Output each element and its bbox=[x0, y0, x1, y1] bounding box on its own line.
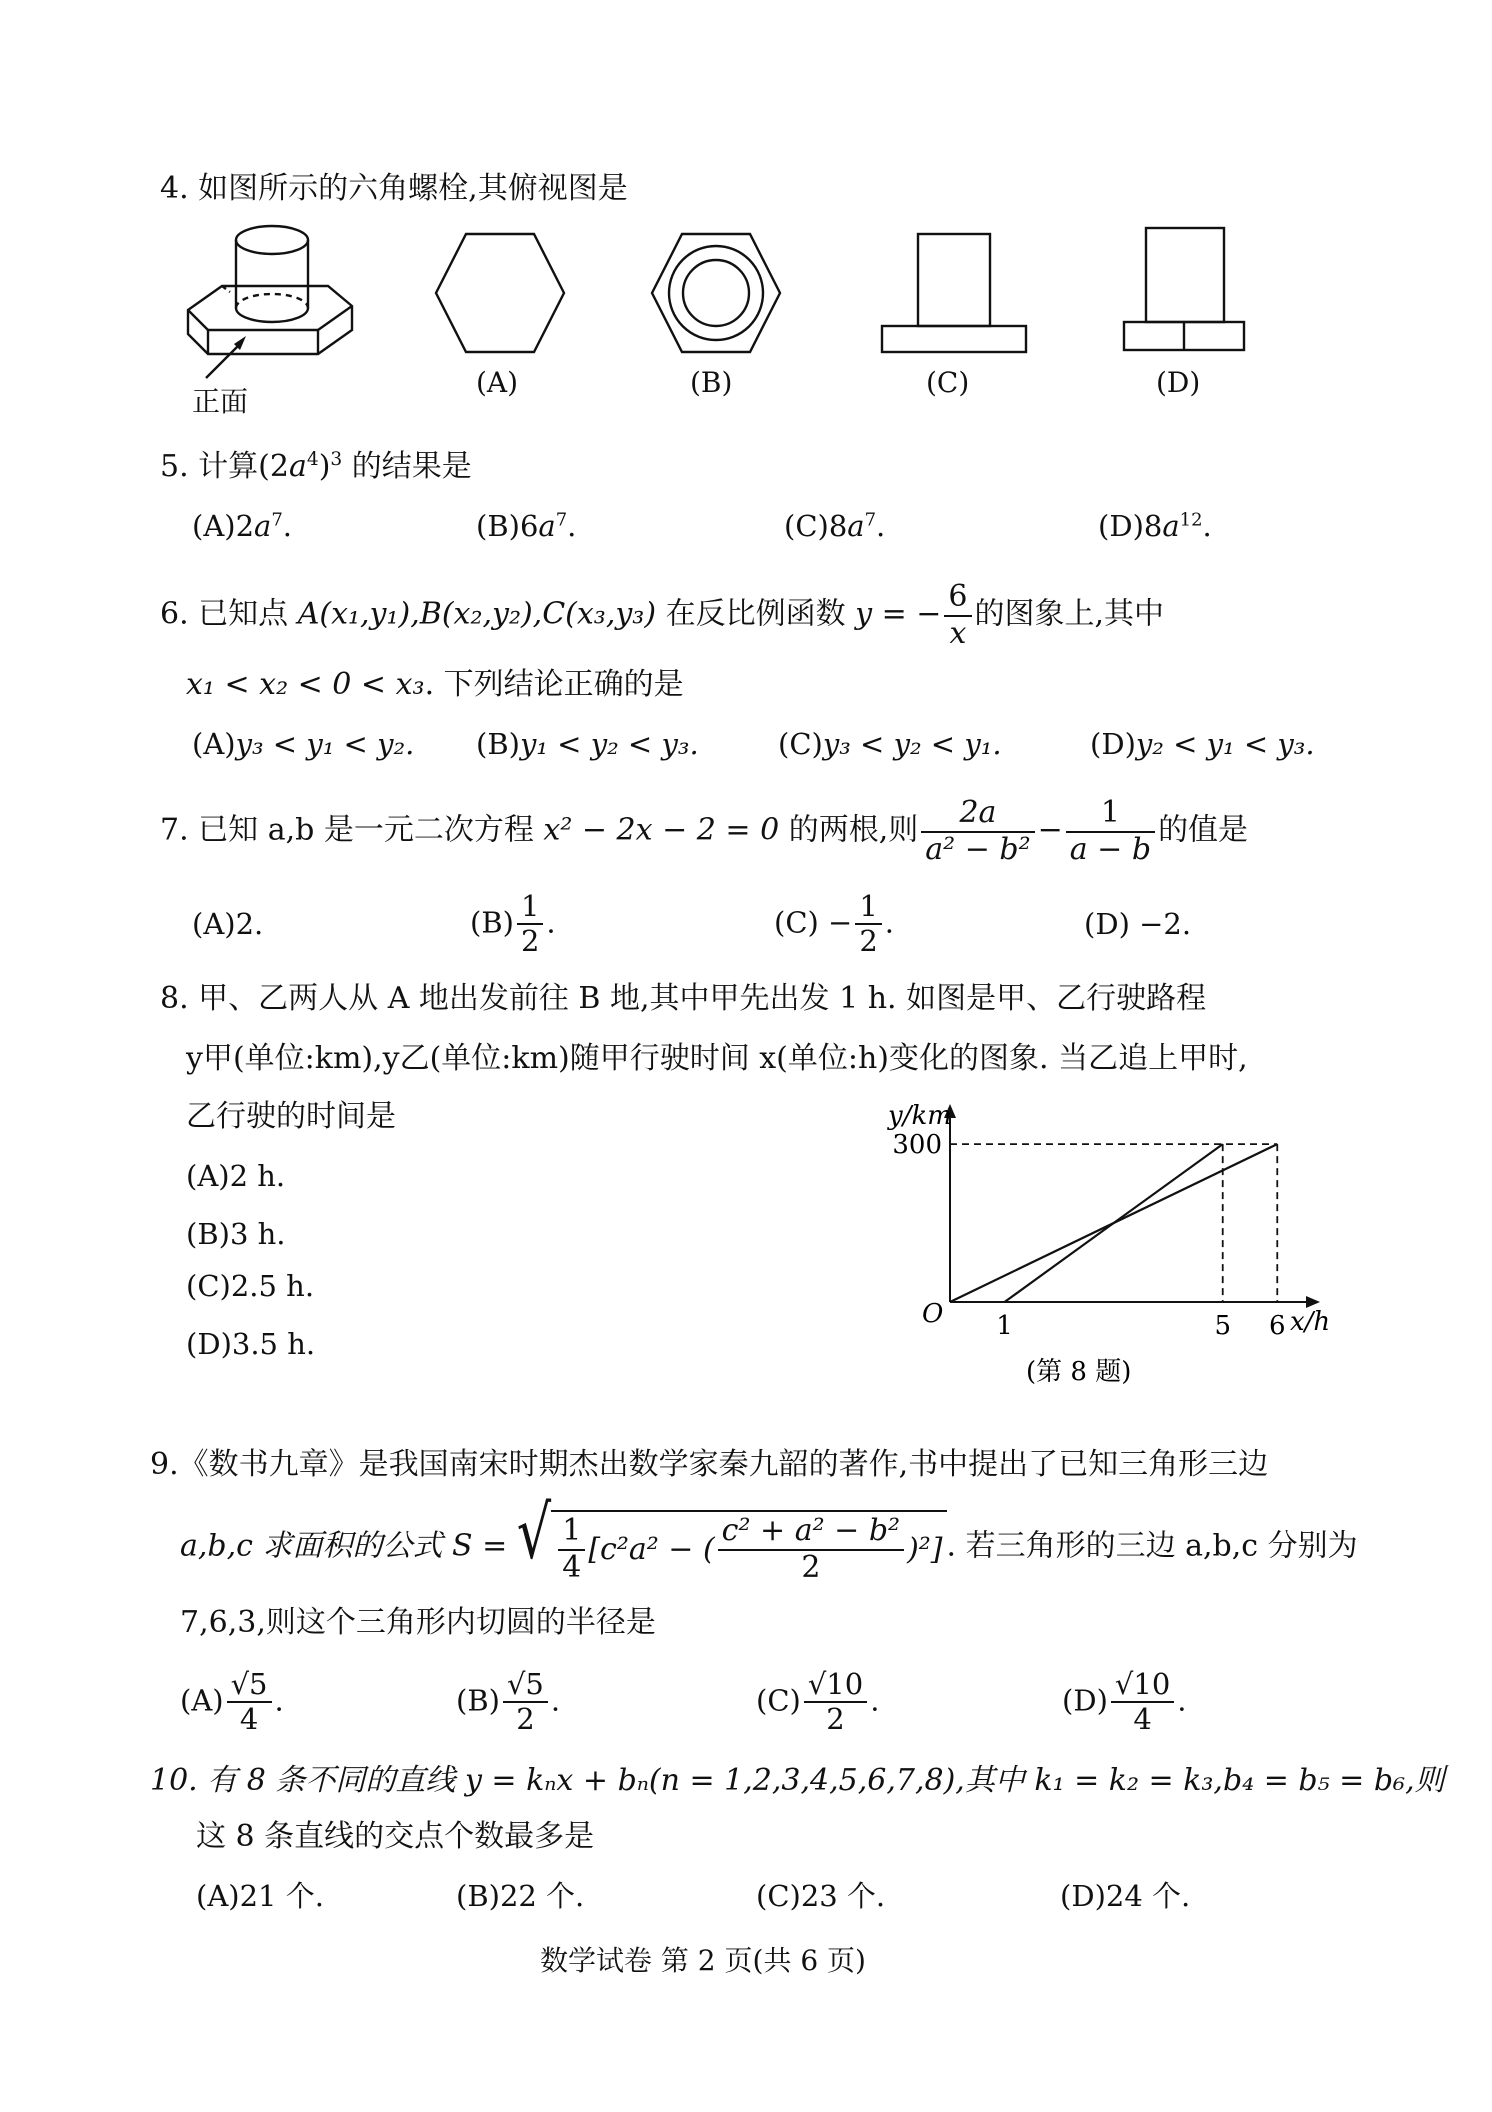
q9-stem-line2: a,b,c 求面积的公式 S = √ $\frac{1}{4}$ [c²a² − ( $\frac{\text{c² + a² − b²}}{2}$ )²] . 若三角形的三边 a,b,c 分别为 bbox=[180, 1490, 1358, 1585]
q8-stem-line1: 8. 甲、乙两人从 A 地出发前往 B 地,其中甲先出发 1 h. 如图是甲、乙行驶路程 bbox=[160, 981, 1207, 1016]
q8-option-a: (A)2 h. bbox=[186, 1159, 286, 1193]
q4-option-c-figure bbox=[878, 230, 1030, 358]
q7-option-b: (B) $\frac{1}{2}$ . bbox=[470, 889, 556, 959]
q10-stem-line2: 这 8 条直线的交点个数最多是 bbox=[196, 1819, 595, 1854]
q4-option-b-figure bbox=[648, 228, 784, 358]
q4-option-d: (D) bbox=[1156, 366, 1201, 399]
q4-front-label: 正面 bbox=[192, 385, 249, 418]
q6-option-a: (A)y₃ < y₁ < y₂. bbox=[192, 727, 415, 761]
q8-x-axis-label: x/h bbox=[1290, 1307, 1331, 1337]
q4-option-c: (C) bbox=[926, 366, 970, 399]
q4-option-b: (B) bbox=[690, 366, 733, 399]
q8-y-tick-label: 300 bbox=[892, 1130, 942, 1161]
q6-option-c: (C)y₃ < y₂ < y₁. bbox=[778, 727, 1002, 761]
q9-option-b: (B) $\frac{√5}{2}$ . bbox=[456, 1667, 561, 1737]
q8-stem-line2: y甲(单位:km),y乙(单位:km)随甲行驶时间 x(单位:h)变化的图象. 当乙追上甲时, bbox=[186, 1041, 1248, 1076]
q8-stem-line3: 乙行驶的时间是 bbox=[186, 1099, 396, 1134]
q8-x-tick-label-6: 6 bbox=[1268, 1311, 1286, 1341]
q9-option-d: (D) $\frac{√10}{4}$ . bbox=[1062, 1667, 1187, 1737]
q10-option-c: (C)23 个. bbox=[756, 1879, 886, 1913]
q6-option-b: (B)y₁ < y₂ < y₃. bbox=[476, 727, 699, 761]
q9-option-c: (C) $\frac{√10}{2}$ . bbox=[756, 1667, 880, 1737]
q6-stem-line2: x₁ < x₂ < 0 < x₃. 下列结论正确的是 bbox=[186, 667, 684, 702]
q8-option-d: (D)3.5 h. bbox=[186, 1327, 316, 1361]
page-footer: 数学试卷 第 2 页(共 6 页) bbox=[540, 1944, 866, 1977]
q4-option-d-figure bbox=[1120, 224, 1248, 358]
q4-bolt-figure bbox=[180, 218, 360, 388]
q8-x-tick-label-5: 5 bbox=[1214, 1311, 1232, 1341]
q8-x-tick-label-1: 1 bbox=[996, 1311, 1013, 1341]
q6-function-fraction: $\frac{6}{x}$ bbox=[944, 580, 971, 651]
q8-distance-time-graph bbox=[870, 1090, 1340, 1390]
q9-option-a: (A) $\frac{√5}{4}$ . bbox=[180, 1667, 284, 1737]
q8-caption: (第 8 题) bbox=[1026, 1357, 1132, 1387]
q4-option-a: (A) bbox=[476, 366, 519, 399]
q6-option-d: (D)y₂ < y₁ < y₃. bbox=[1090, 727, 1315, 761]
q5-option-b: $(B)6a^7$. bbox=[476, 509, 577, 543]
q9-stem-line1: 9.《数书九章》是我国南宋时期杰出数学家秦九韶的著作,书中提出了已知三角形三边 bbox=[150, 1447, 1269, 1482]
q10-stem-line1: 10. 有 8 条不同的直线 y = kₙx + bₙ(n = 1,2,3,4,5,6,7,8),其中 k₁ = k₂ = k₃,b₄ = b₅ = b₆,则 bbox=[150, 1763, 1445, 1798]
q6-stem-line1: 6. 已知点 A(x₁,y₁),B(x₂,y₂),C(x₃,y₃) 在反比例函数 y = − $\frac{6}{x}$ 的图象上,其中 bbox=[160, 579, 1165, 651]
q4-option-a-figure bbox=[432, 228, 568, 358]
q7-option-c: (C) − $\frac{1}{2}$ . bbox=[774, 889, 895, 959]
q4-stem: 4. 如图所示的六角螺栓,其俯视图是 bbox=[160, 171, 628, 206]
q7-fraction-1: $\frac{2a}{\text{a² − b²}}$ bbox=[921, 796, 1034, 867]
q5-stem: 5. 计算$(2a^4)^3$ 的结果是 bbox=[160, 449, 472, 484]
q7-fraction-2: $\frac{1}{a - b}$ bbox=[1066, 796, 1155, 867]
q5-option-a: $(A)2a^7$. bbox=[192, 509, 292, 543]
q8-option-c: (C)2.5 h. bbox=[186, 1269, 315, 1303]
q7-option-d: (D) −2. bbox=[1084, 907, 1192, 941]
q8-origin-label: O bbox=[922, 1299, 944, 1329]
q9-stem-line3: 7,6,3,则这个三角形内切圆的半径是 bbox=[180, 1605, 656, 1640]
q9-area-formula: √ $\frac{1}{4}$ [c²a² − ( $\frac{\text{c² + a² − b²}}{2}$ )²] bbox=[517, 1510, 947, 1585]
q10-option-b: (B)22 个. bbox=[456, 1879, 585, 1913]
q7-stem: 7. 已知 a,b 是一元二次方程 x² − 2x − 2 = 0 的两根,则 $\frac{2a}{\text{a² − b²}}$ − $\frac{1}{a - b}$ 的值是 bbox=[160, 795, 1249, 867]
q5-option-d: $(D)8a^{12}$. bbox=[1098, 509, 1212, 543]
q8-series-line-2 bbox=[1005, 1144, 1223, 1302]
q10-option-d: (D)24 个. bbox=[1060, 1879, 1191, 1913]
q8-y-axis-label: y/km bbox=[888, 1101, 952, 1131]
q8-option-b: (B)3 h. bbox=[186, 1217, 286, 1251]
q10-option-a: (A)21 个. bbox=[196, 1879, 324, 1913]
q5-option-c: $(C)8a^7$. bbox=[784, 509, 886, 543]
q7-option-a: (A)2. bbox=[192, 907, 264, 941]
